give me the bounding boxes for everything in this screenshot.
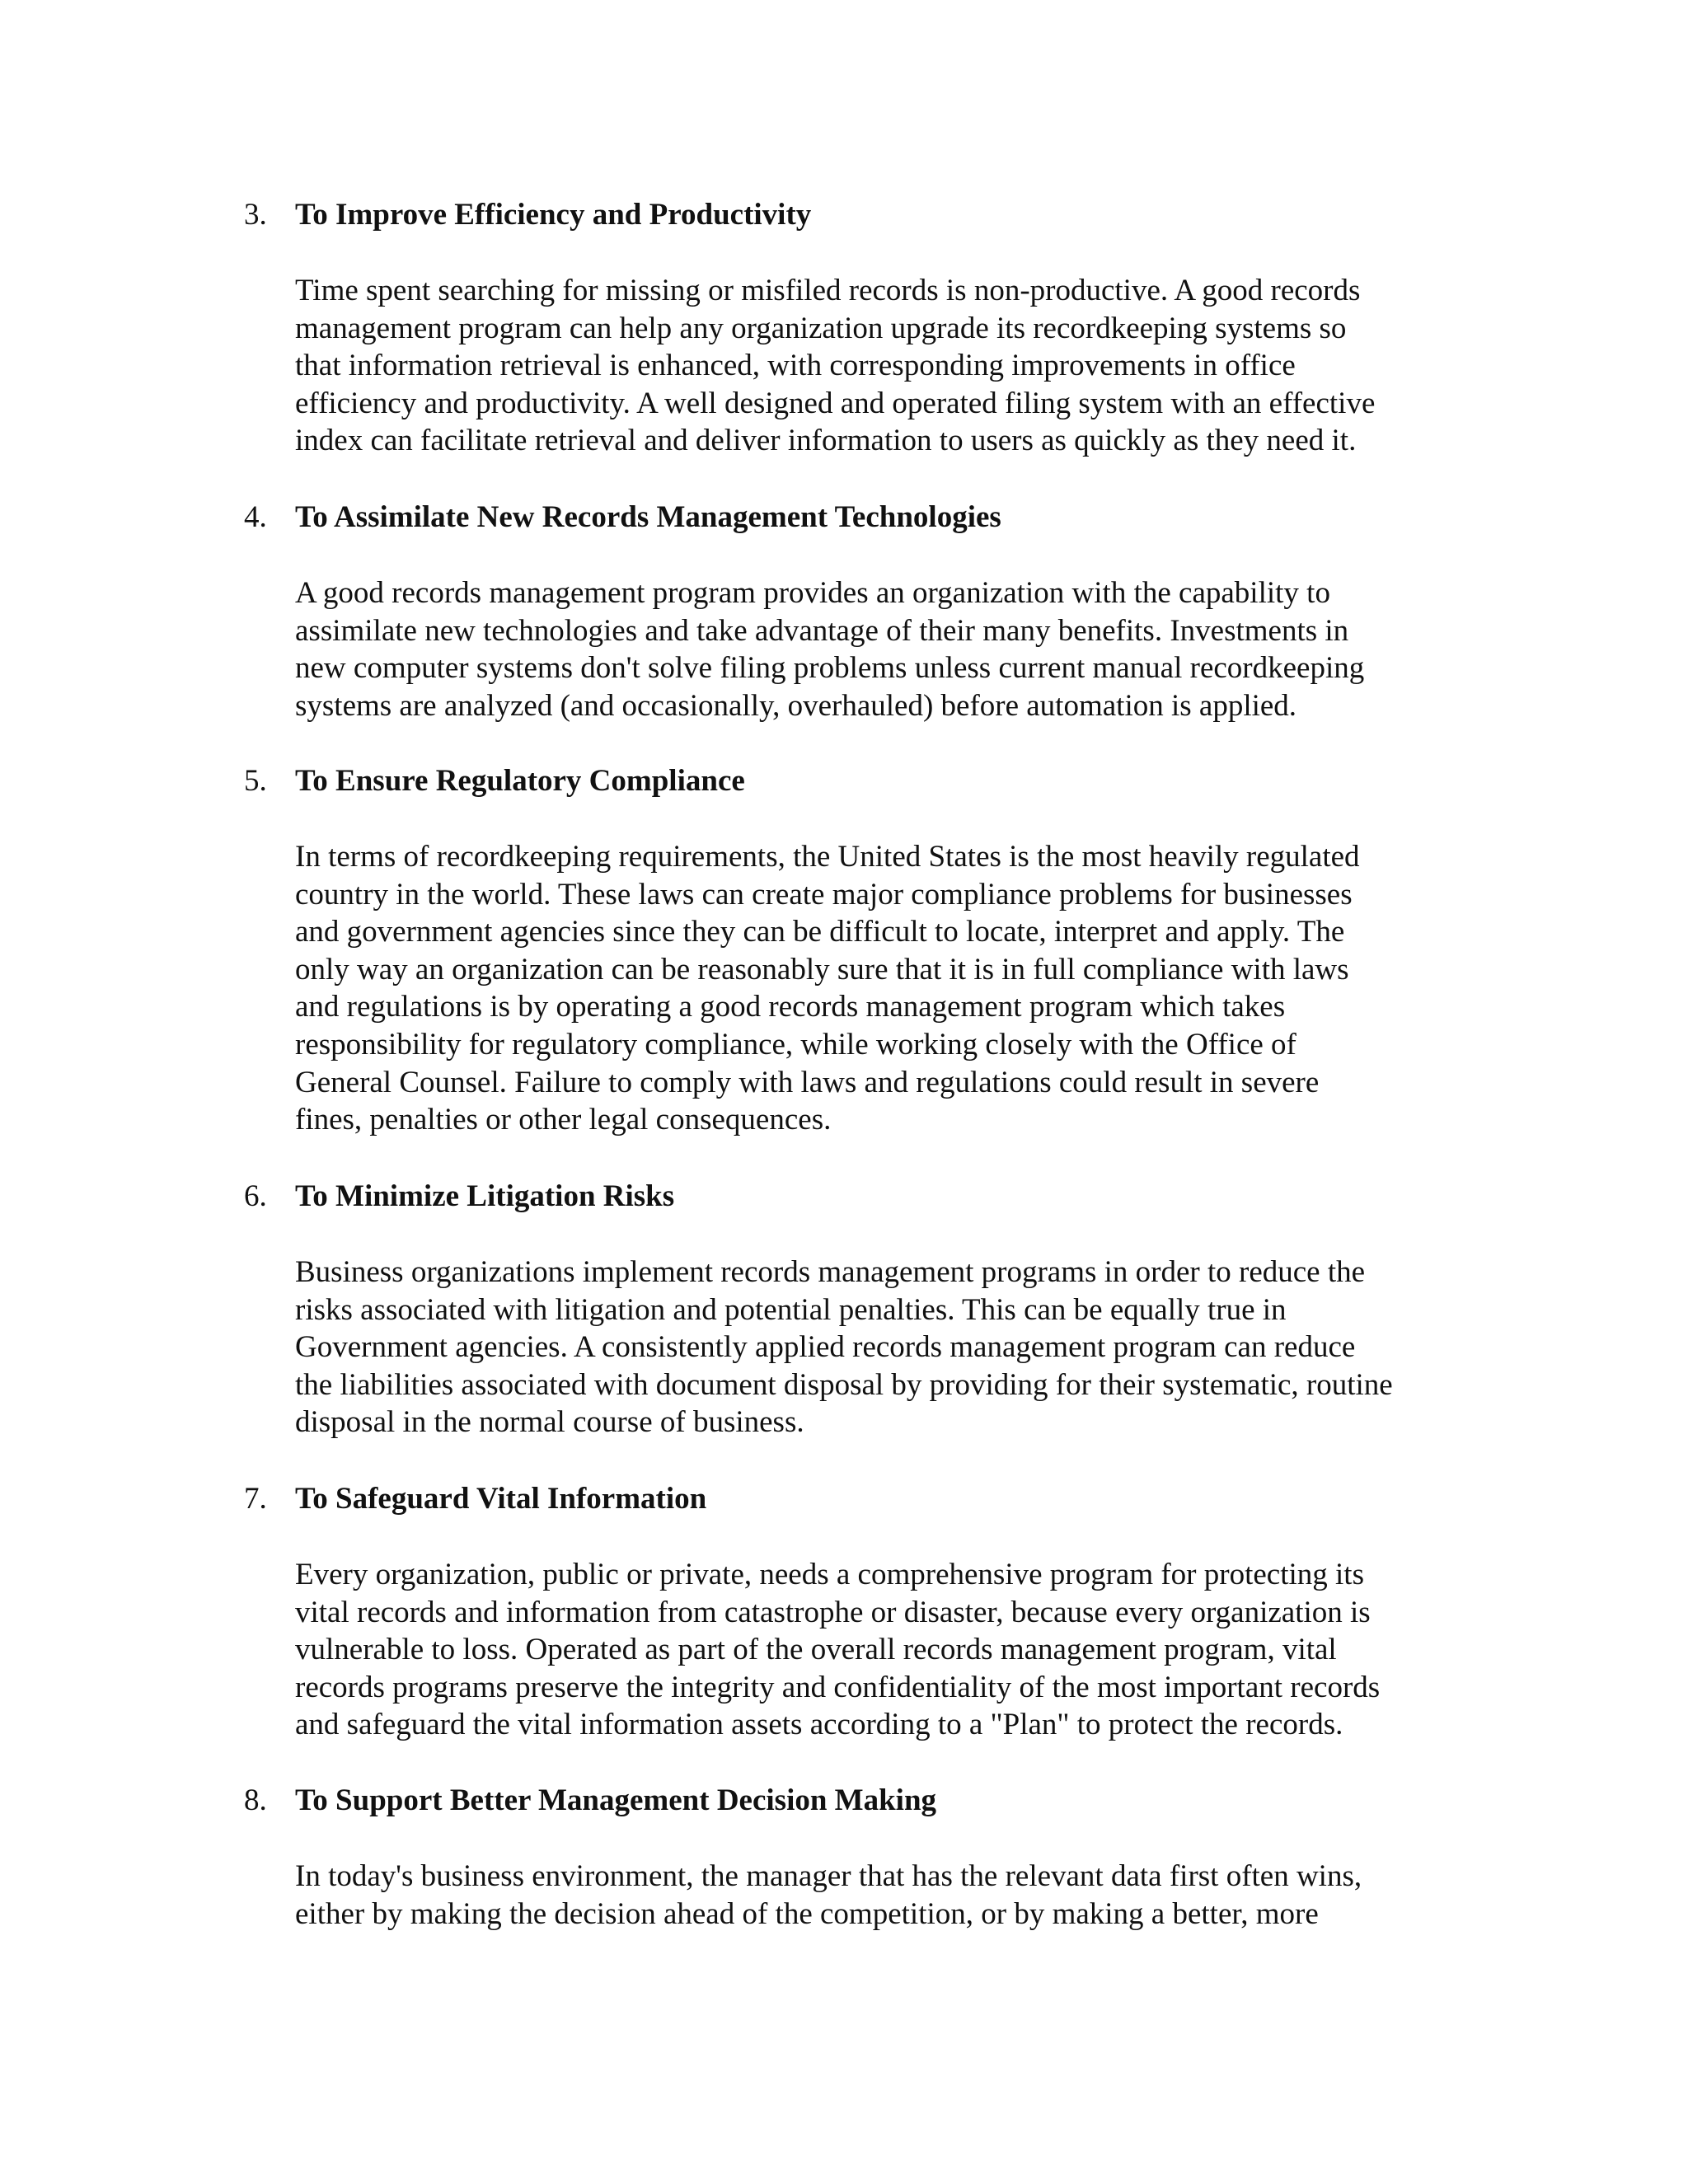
section-paragraph: [295, 838, 1490, 1139]
section-heading: To Support Better Management Decision Making: [295, 1783, 937, 1817]
paragraph-line: In today's business environment, the manager that has the relevant data first often wins,: [295, 1859, 1362, 1893]
paragraph-line: efficiency and productivity. A well designed and operated filing system with an effective: [295, 386, 1376, 420]
section-paragraph: [295, 1858, 1490, 1933]
paragraph-line: new computer systems don't solve filing problems unless current manual recordkeeping: [295, 651, 1365, 686]
paragraph-line: General Counsel. Failure to comply with laws and regulations could result in severe: [295, 1065, 1320, 1099]
paragraph-line: systems are analyzed (and occasionally, overhauled) before automation is applied.: [295, 688, 1297, 723]
paragraph-line: the liabilities associated with document disposal by providing for their systematic, routine: [295, 1367, 1393, 1402]
paragraph-line: Every organization, public or private, needs a comprehensive program for protecting its: [295, 1558, 1364, 1591]
paragraph-line: and regulations is by operating a good records management program which takes: [295, 990, 1286, 1024]
paragraph-line: country in the world. These laws can create major compliance problems for businesses: [295, 877, 1353, 912]
section-heading: To Minimize Litigation Risks: [295, 1179, 675, 1213]
section-number: 5.: [244, 764, 267, 798]
section-heading: To Safeguard Vital Information: [295, 1482, 707, 1516]
section-paragraph: [295, 1556, 1490, 1744]
paragraph-line: management program can help any organization upgrade its recordkeeping systems so: [295, 311, 1347, 345]
paragraph-line: records programs preserve the integrity and confidentiality of the most important records: [295, 1670, 1381, 1704]
paragraph-line: fines, penalties or other legal consequences.: [295, 1103, 832, 1137]
paragraph-line: only way an organization can be reasonably sure that it is in full compliance with laws: [295, 952, 1349, 987]
paragraph-line: Government agencies. A consistently applied records management program can reduce: [295, 1330, 1356, 1365]
section-number: 8.: [244, 1783, 267, 1817]
paragraph-line: A good records management program provides an organization with the capability to: [295, 576, 1330, 610]
section-paragraph: [295, 574, 1490, 724]
paragraph-line: In terms of recordkeeping requirements, the United States is the most heavily regulated: [295, 840, 1360, 874]
paragraph-line: either by making the decision ahead of the competition, or by making a better, more: [295, 1896, 1319, 1931]
section-number: 3.: [244, 198, 267, 232]
section-number: 7.: [244, 1482, 267, 1516]
paragraph-line: Business organizations implement records management programs in order to reduce the: [295, 1255, 1366, 1289]
section-number: 6.: [244, 1179, 267, 1213]
section-paragraph: [295, 272, 1490, 460]
paragraph-line: Time spent searching for missing or misfiled records is non-productive. A good records: [295, 274, 1361, 307]
section-heading: To Ensure Regulatory Compliance: [295, 764, 745, 798]
paragraph-line: index can facilitate retrieval and deliver information to users as quickly as they need it.: [295, 424, 1357, 458]
section-number: 4.: [244, 500, 267, 534]
paragraph-line: vital records and information from catastrophe or disaster, because every organization is: [295, 1595, 1371, 1629]
section-paragraph: [295, 1254, 1490, 1441]
paragraph-line: vulnerable to loss. Operated as part of the overall records management program, vital: [295, 1633, 1337, 1667]
paragraph-line: and safeguard the vital information assets according to a "Plan" to protect the records.: [295, 1708, 1343, 1742]
section-heading: To Assimilate New Records Management Technologies: [295, 500, 1001, 534]
paragraph-line: assimilate new technologies and take advantage of their many benefits. Investments in: [295, 613, 1349, 648]
paragraph-line: disposal in the normal course of business.: [295, 1405, 804, 1440]
paragraph-line: responsibility for regulatory compliance, while working closely with the Office of: [295, 1027, 1296, 1062]
paragraph-line: that information retrieval is enhanced, with corresponding improvements in office: [295, 349, 1296, 383]
section-heading: To Improve Efficiency and Productivity: [295, 198, 812, 232]
paragraph-line: risks associated with litigation and potential penalties. This can be equally true in: [295, 1292, 1287, 1327]
paragraph-line: and government agencies since they can be difficult to locate, interpret and apply. The: [295, 915, 1345, 949]
